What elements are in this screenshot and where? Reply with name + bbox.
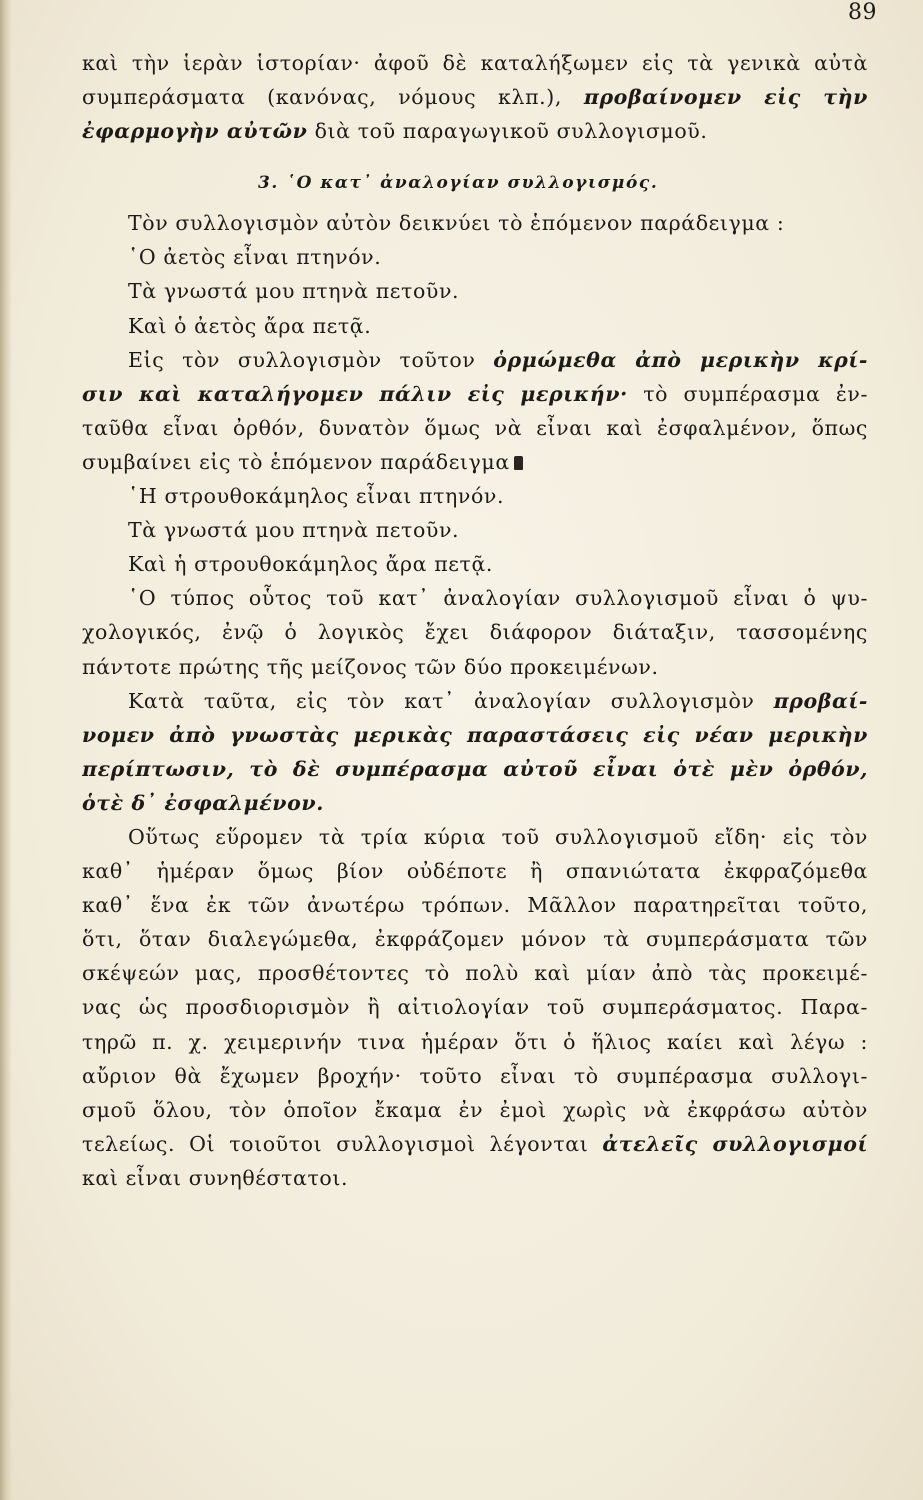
example2-premise-1: ῾Η στρουθοκάμηλος εἶναι πτηνόν. [128, 484, 505, 509]
para4-line-4: ὅτι, ὅταν διαλεγώμεθα, ἐκφράζομεν μόνον τὰ συμπεράσματα τῶν [82, 927, 868, 952]
example1-premise-2: Τὰ γνωστά μου πτηνὰ πετοῦν. [128, 279, 460, 304]
para4-line-2: καθ᾿ ἡμέραν ὅμως βίον οὐδέποτε ἢ σπανιώτατα ἐκφραζόμεθα [82, 859, 868, 884]
para4-emphasis: ἀτελεῖς συλλογισμοί [602, 1131, 868, 1156]
para4-line-6: νας ὡς προσδιορισμὸν ἢ αἰτιολογίαν τοῦ συμπεράσματος. Παρα- [82, 995, 868, 1020]
para4-line-11: καὶ εἶναι συνηθέστατοι. [82, 1165, 349, 1190]
page-body [82, 46, 868, 1195]
para3-line-1: Κατὰ ταῦτα, εἰς τὸν κατ᾿ ἀναλογίαν συλλογισμὸν προβαί- [128, 688, 868, 713]
intro-emphasis-2: ἐφαρμογὴν αὐτῶν [82, 119, 308, 144]
para1-emphasis-2: σιν καὶ καταλήγομεν πάλιν εἰς μερικήν· [82, 381, 628, 406]
para4-line-9: σμοῦ ὅλου, τὸν ὁποῖον ἔκαμα ἐν ἐμοὶ χωρὶς νὰ ἐκφράσω αὐτὸν [82, 1097, 868, 1122]
example1-conclusion: Καὶ ὁ ἀετὸς ἄρα πετᾷ. [128, 313, 372, 338]
para3-line-4: ὁτὲ δ᾿ ἐσφαλμένον. [82, 790, 324, 815]
para1-line-4: συμβαίνει εἰς τὸ ἑπόμενον παράδειγμα [82, 445, 868, 479]
para1-line-1: Εἰς τὸν συλλογισμὸν τοῦτον ὁρμώμεθα ἀπὸ μερικὴν κρί- [128, 347, 868, 372]
example1-premise-1: ῾Ο ἀετὸς εἶναι πτηνόν. [128, 245, 382, 270]
para2-line-1: ῾Ο τύπος οὗτος τοῦ κατ᾿ ἀναλογίαν συλλογισμοῦ εἶναι ὁ ψυ- [128, 586, 868, 611]
intro-emphasis-1: προβαίνομεν εἰς τὴν [583, 85, 868, 110]
para3-line-2: νομεν ἀπὸ γνωστὰς μερικὰς παραστάσεις εἰς νέαν μερικὴν [82, 722, 868, 747]
para4-line-10: τελείως. Οἱ τοιοῦτοι συλλογισμοὶ λέγονται ἀτελεῖς συλλογισμοί [82, 1131, 868, 1156]
example2-conclusion: Καὶ ἡ στρουθοκάμηλος ἄρα πετᾷ. [128, 552, 494, 577]
para3-emphasis-1: προβαί- [773, 688, 868, 713]
para1-emphasis-1: ὁρμώμεθα ἀπὸ μερικὴν κρί- [493, 347, 868, 372]
para2-line-2: χολογικός, ἐνῷ ὁ λογικὸς ἔχει διάφορον διάταξιν, τασσομένης [82, 620, 868, 645]
para3-line-3: περίπτωσιν, τὸ δὲ συμπέρασμα αὐτοῦ εἶναι ὁτὲ μὲν ὀρθόν, [82, 756, 868, 781]
para4-line-5: σκέψεών μας, προσθέτοντες τὸ πολὺ καὶ μίαν ἀπὸ τὰς προκειμέ- [82, 961, 868, 986]
para1-line-2: σιν καὶ καταλήγομεν πάλιν εἰς μερικήν· τὸ συμπέρασμα ἐν- [82, 381, 868, 406]
para2-line-3: πάντοτε πρώτης τῆς μείζονος τῶν δύο προκειμένων. [82, 654, 659, 679]
para4-line-3: καθ᾿ ἕνα ἐκ τῶν ἀνωτέρω τρόπων. Μᾶλλον παρατηρεῖται τοῦτο, [82, 893, 868, 918]
para4-line-8: αὔριον θὰ ἔχωμεν βροχήν· τοῦτο εἶναι τὸ συμπέρασμα συλλογι- [82, 1063, 868, 1088]
para1-line-3: ταῦθα εἶναι ὀρθόν, δυνατὸν ὅμως νὰ εἶναι καὶ ἐσφαλμένον, ὅπως [82, 415, 868, 440]
page-number: 89 [848, 0, 877, 25]
example1-intro: Τὸν συλλογισμὸν αὐτὸν δεικνύει τὸ ἑπόμενον παράδειγμα : [128, 211, 785, 236]
section-heading: 3. ῾Ο κατ᾿ ἀναλογίαν συλλογισμός. [258, 173, 659, 194]
page-binding-edge [0, 0, 12, 1500]
ink-blot-mark [514, 456, 523, 470]
para4-line-1: Οὕτως εὕρομεν τὰ τρία κύρια τοῦ συλλογισμοῦ εἴδη· εἰς τὸν [128, 824, 868, 849]
example2-premise-2: Τὰ γνωστά μου πτηνὰ πετοῦν. [128, 518, 460, 543]
intro-line-2: συμπεράσματα (κανόνας, νόμους κλπ.), προβαίνομεν εἰς τὴν [82, 85, 868, 110]
para4-line-7: τηρῶ π. χ. χειμερινήν τινα ἡμέραν ὅτι ὁ ἥλιος καίει καὶ λέγω : [82, 1029, 868, 1054]
intro-line-3: ἐφαρμογὴν αὐτῶν διὰ τοῦ παραγωγικοῦ συλλογισμοῦ. [82, 119, 708, 144]
intro-line-1: καὶ τὴν ἱερὰν ἱστορίαν· ἀφοῦ δὲ καταλήξωμεν εἰς τὰ γενικὰ αὐτὰ [82, 51, 868, 75]
